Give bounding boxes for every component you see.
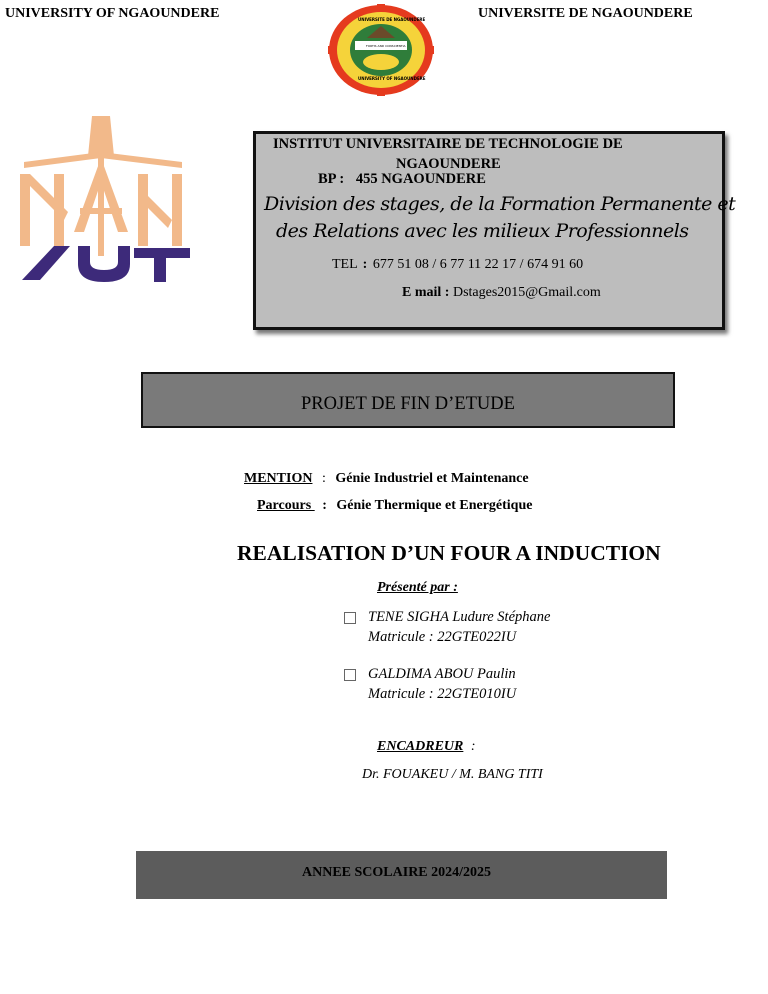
student-name: GALDIMA ABOU Paulin <box>368 666 516 682</box>
division-line1: Division des stages, de la Formation Permanente et <box>264 193 736 215</box>
mention-value: Génie Industriel et Maintenance <box>335 471 529 486</box>
university-seal-logo <box>328 4 434 96</box>
student-matricule: Matricule : 22GTE010IU <box>368 686 517 702</box>
bp-value: 455 NGAOUNDERE <box>355 171 486 187</box>
project-banner-text: PROJET DE FIN D’ETUDE <box>301 394 515 414</box>
student-entry <box>344 666 516 703</box>
iut-logo <box>14 112 192 288</box>
seal-outer-text: UNIVERSITE DE NGAOUNDERE <box>358 17 426 22</box>
institute-info-box <box>253 131 736 330</box>
student-name: TENE SIGHA Ludure Stéphane <box>368 609 551 625</box>
email-label: E mail : <box>402 285 450 300</box>
parcours-label: Parcours <box>257 498 315 513</box>
tel-value: 677 51 08 / 6 77 11 22 17 / 674 91 60 <box>372 257 584 272</box>
division-line2: des Relations avec les milieux Professionnels <box>276 220 689 242</box>
email-value: Dstages2015@Gmail.com <box>452 285 601 300</box>
seal-motto: FORTIS AND CONSCIENTIA <box>366 44 406 48</box>
mention-row <box>244 471 529 487</box>
parcours-row <box>257 498 532 514</box>
academic-year-text: ANNEE SCOLAIRE 2024/2025 <box>302 865 492 880</box>
presented-by-label: Présenté par : <box>377 580 458 595</box>
supervisor-label-row <box>377 739 476 755</box>
academic-year-banner <box>136 851 667 899</box>
student-entry <box>344 609 550 646</box>
project-banner <box>141 372 675 428</box>
parcours-value: Génie Thermique et Energétique <box>336 498 533 513</box>
thesis-title: REALISATION D’UN FOUR A INDUCTION <box>237 541 661 565</box>
email <box>402 285 601 301</box>
institute-name-line2: NGAOUNDERE <box>396 156 501 172</box>
seal-lower-text: UNIVERSITY OF NGAOUNDERE <box>358 76 426 81</box>
bp-label: BP : <box>318 171 345 187</box>
telephone: TEL : 677 51 08 / 6 77 11 22 17 / 674 91 60 <box>332 257 584 272</box>
bullet-icon <box>344 669 356 681</box>
tel-label: TEL <box>332 257 358 272</box>
mention-label: MENTION <box>244 471 313 486</box>
mention-sep: : <box>321 471 326 486</box>
supervisor-names: Dr. FOUAKEU / M. BANG TITI <box>362 767 543 782</box>
bullet-icon <box>344 612 356 624</box>
supervisor-label: ENCADREUR <box>377 739 464 754</box>
postal-box <box>318 171 486 188</box>
parcours-sep: : <box>322 498 327 513</box>
header-right-university: UNIVERSITE DE NGAOUNDERE <box>478 6 693 21</box>
header-left-university: UNIVERSITY OF NGAOUNDERE <box>5 6 220 21</box>
institute-name-line1: INSTITUT UNIVERSITAIRE DE TECHNOLOGIE DE <box>273 136 623 152</box>
student-matricule: Matricule : 22GTE022IU <box>368 629 517 645</box>
supervisor-sep: : <box>470 739 476 754</box>
